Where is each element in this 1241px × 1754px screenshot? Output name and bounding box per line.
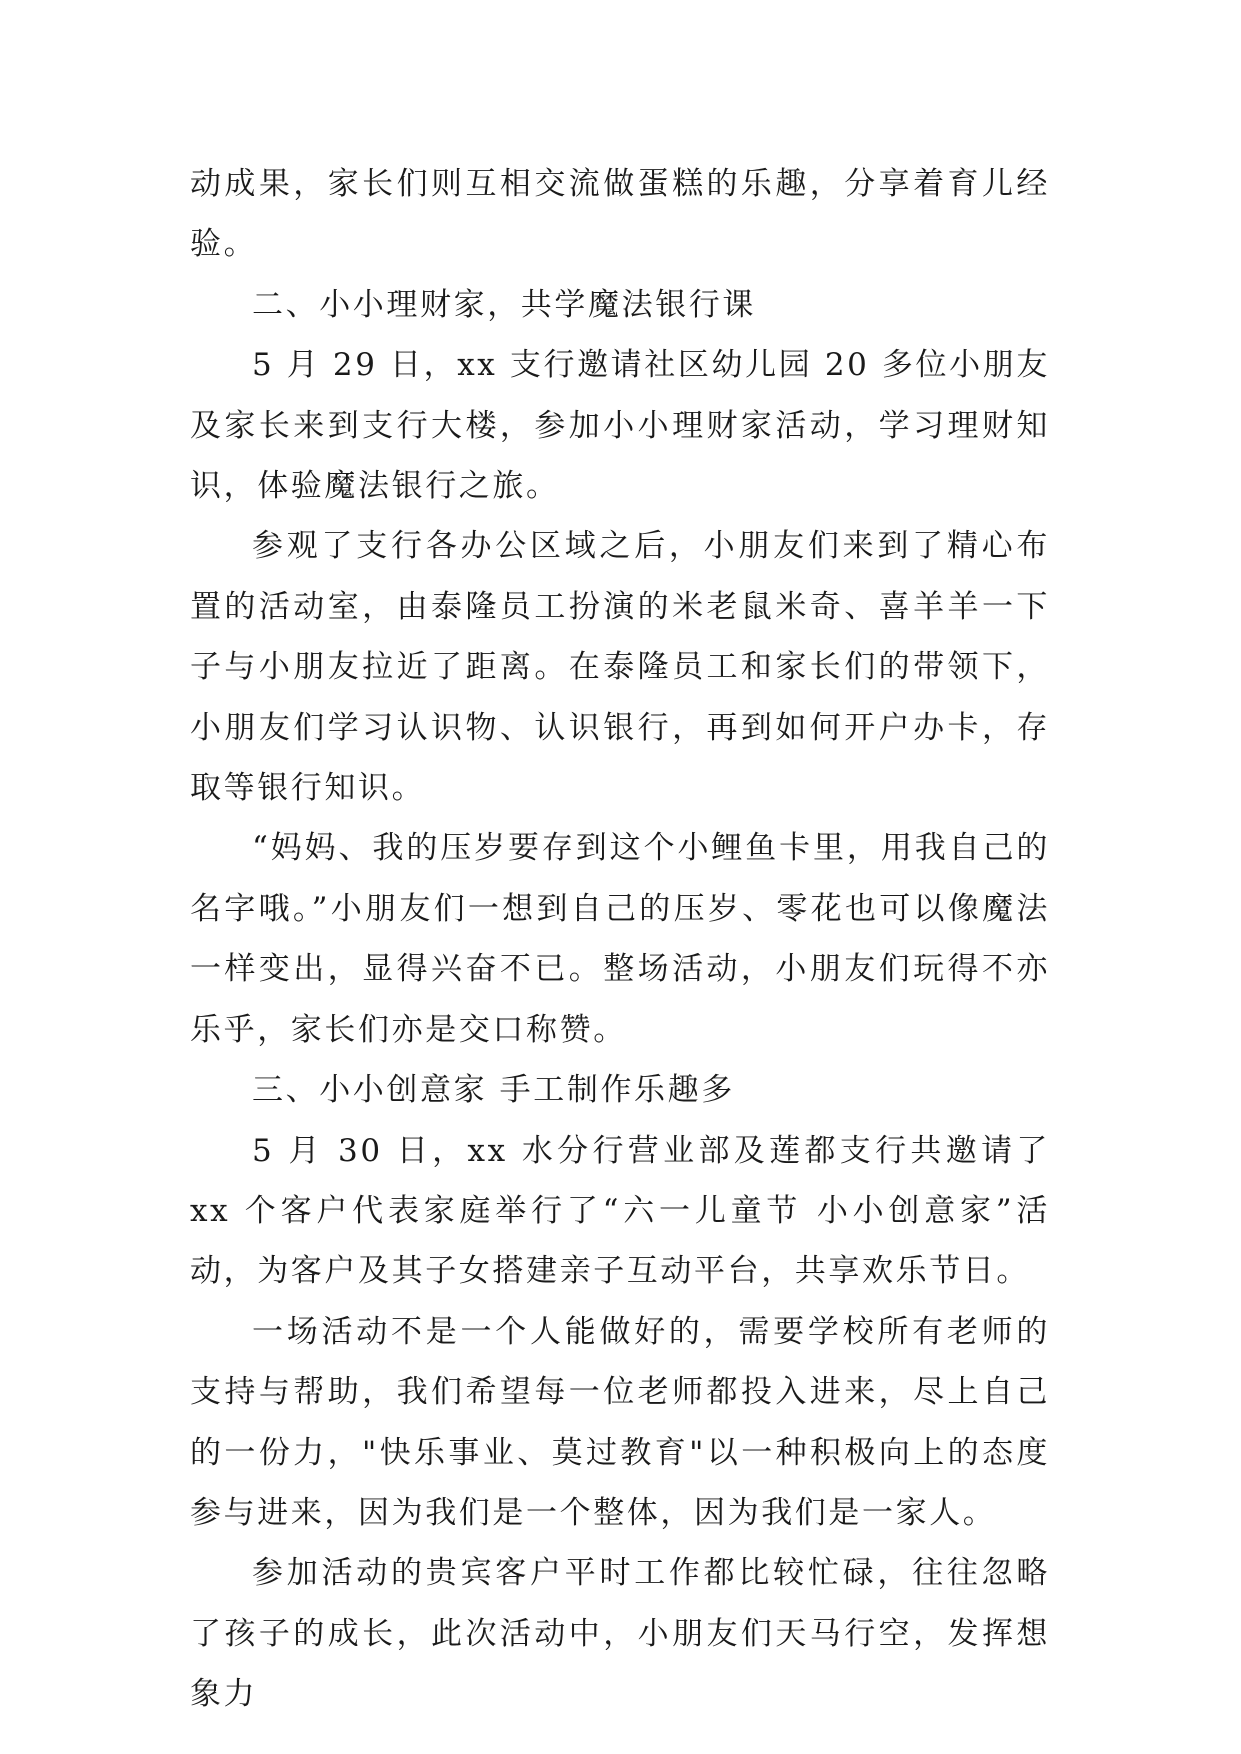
paragraph: 参观了支行各办公区域之后，小朋友们来到了精心布置的活动室，由泰隆员工扮演的米老鼠米奇、喜羊羊一下子与小朋友拉近了距离。在泰隆员工和家长们的带领下，小朋友们学习认识物、认识银行，再到如何开户办卡，存取等银行知识。 [190,528,1050,807]
document-body [190,154,1050,1725]
paragraph: 5 月 29 日，xx 支行邀请社区幼儿园 20 多位小朋友及家长来到支行大楼，参加小小理财家活动，学习理财知识，体验魔法银行之旅。 [190,347,1050,505]
paragraph-quote: “妈妈、我的压岁要存到这个小鲤鱼卡里，用我自己的名字哦。”小朋友们一想到自己的压岁、零花也可以像魔法一样变出，显得兴奋不已。整场活动，小朋友们玩得不亦乐乎，家长们亦是交口称赞。 [190,830,1050,1048]
paragraph: 一场活动不是一个人能做好的，需要学校所有老师的支持与帮助，我们希望每一位老师都投入进来，尽上自己的一份力，"快乐事业、莫过教育"以一种积极向上的态度参与进来，因为我们是一个整体，因为我们是一家人。 [190,1313,1050,1531]
paragraph: 5 月 30 日，xx 水分行营业部及莲都支行共邀请了 xx 个客户代表家庭举行了“六一儿童节 小小创意家”活动，为客户及其子女搭建亲子互动平台，共享欢乐节日。 [190,1132,1050,1290]
paragraph-continuation: 动成果，家长们则互相交流做蛋糕的乐趣，分享着育儿经验。 [190,166,1050,263]
paragraph: 参加活动的贵宾客户平时工作都比较忙碌，往往忽略了孩子的成长，此次活动中，小朋友们天马行空，发挥想象力 [190,1555,1050,1713]
section-heading-2: 二、小小理财家，共学魔法银行课 [252,286,756,323]
section-heading-3: 三、小小创意家 手工制作乐趣多 [252,1072,735,1109]
